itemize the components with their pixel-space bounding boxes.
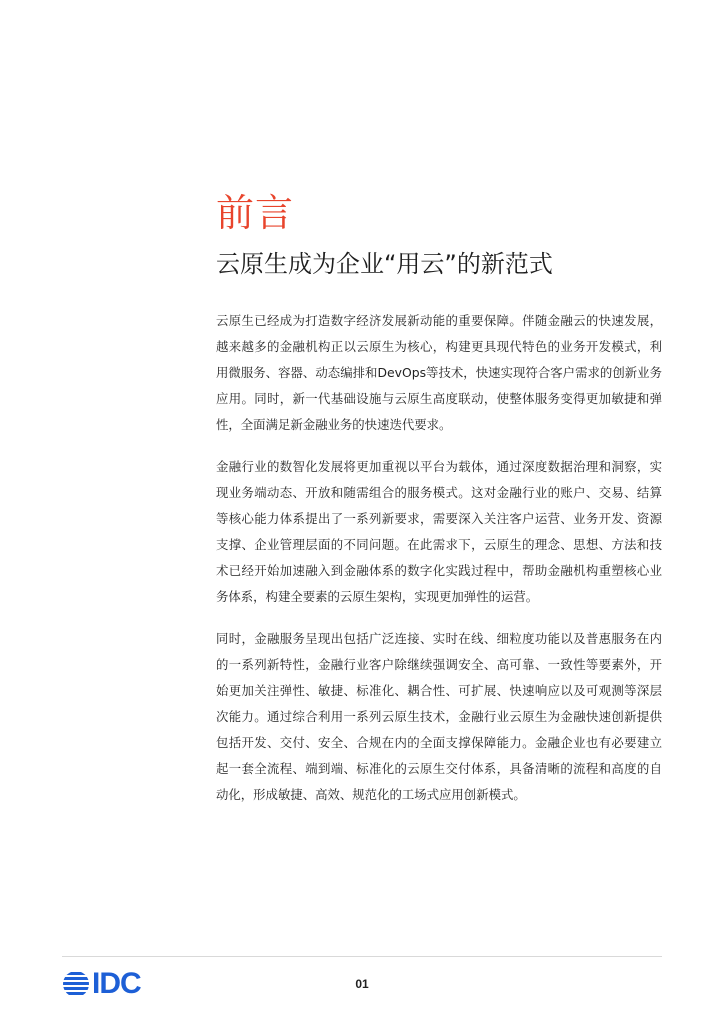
paragraph-1: 云原生已经成为打造数字经济发展新动能的重要保障。伴随金融云的快速发展，越来越多的金融机构正以云原生为核心，构建更具现代特色的业务开发模式，利用微服务、容器、动态编排和DevOps等技术，快速实现符合客户需求的创新业务应用。同时，新一代基础设施与云原生高度联动，使整体服务变得更加敏捷和弹性，全面满足新金融业务的快速迭代要求。 bbox=[216, 313, 662, 432]
idc-logo bbox=[62, 967, 172, 1000]
page-heading: 前言 bbox=[216, 191, 295, 235]
body-text bbox=[216, 308, 662, 808]
page-number: 01 bbox=[355, 977, 369, 991]
paragraph-3: 同时，金融服务呈现出包括广泛连接、实时在线、细粒度功能以及普惠服务在内的一系列新特性，金融行业客户除继续强调安全、高可靠、一致性等要素外，开始更加关注弹性、敏捷、标准化、耦合性、可扩展、快速响应以及可观测等深层次能力。通过综合利用一系列云原生技术，金融行业云原生为金融快速创新提供包括开发、交付、安全、合规在内的全面支撑保障能力。金融企业也有必要建立起一套全流程、端到端、标准化的云原生交付体系，具备清晰的流程和高度的自动化，形成敏捷、高效、规范化的工场式应用创新模式。 bbox=[216, 631, 662, 802]
logo-text: IDC bbox=[92, 967, 141, 1000]
page-subheading: 云原生成为企业“用云”的新范式 bbox=[216, 250, 553, 278]
main-content bbox=[216, 190, 662, 824]
globe-icon bbox=[62, 970, 90, 998]
footer-divider bbox=[62, 956, 662, 957]
paragraph-2: 金融行业的数智化发展将更加重视以平台为载体，通过深度数据治理和洞察，实现业务端动态、开放和随需组合的服务模式。这对金融行业的账户、交易、结算等核心能力体系提出了一系列新要求，需要深入关注客户运营、业务开发、资源支撑、企业管理层面的不同问题。在此需求下，云原生的理念、思想、方法和技术已经开始加速融入到金融体系的数字化实践过程中，帮助金融机构重塑核心业务体系，构建全要素的云原生架构，实现更加弹性的运营。 bbox=[216, 459, 662, 604]
